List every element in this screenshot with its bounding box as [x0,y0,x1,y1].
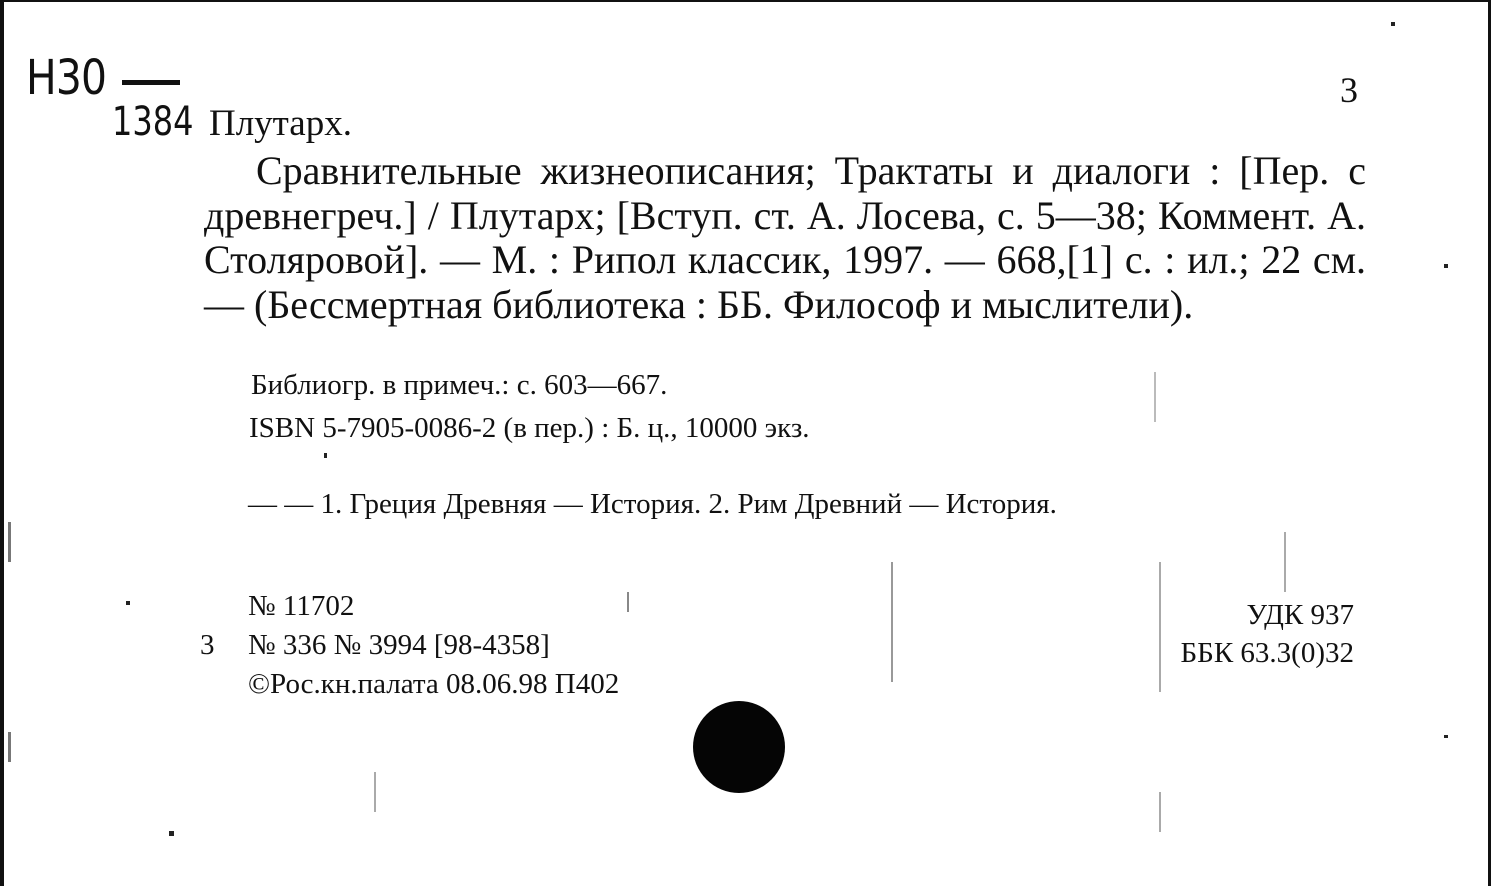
scan-speck [1444,264,1448,268]
scan-line [891,562,893,682]
shelf-mark-number: 1384 [112,99,194,145]
bibliography-note: Библиогр. в примеч.: с. 603—667. [251,369,668,401]
subject-headings: — — 1. Греция Древняя — История. 2. Рим Древний — История. [248,488,1057,520]
scan-line [627,592,629,612]
copy-count: 3 [200,629,215,661]
scan-line [8,732,11,762]
scan-line [8,522,11,562]
shelf-mark-divider [122,80,180,85]
scan-line [1154,372,1156,422]
author-heading: Плутарх. [209,103,352,144]
punch-hole [693,701,785,793]
bbk-code: ББК 63.3(0)32 [1180,637,1354,669]
scan-line [1159,562,1161,692]
scan-speck [324,453,327,458]
scan-speck [1391,22,1395,26]
scan-speck [1444,735,1448,738]
scan-line [1159,792,1161,832]
record-number: № 11702 [248,590,355,622]
udk-code: УДК 937 [1246,599,1354,631]
copyright-line: ©Рос.кн.палата 08.06.98 П402 [248,668,620,700]
page-number: 3 [1340,70,1358,110]
scan-line [374,772,376,812]
isbn-line: ISBN 5-7905-0086-2 (в пер.) : Б. ц., 10000 экз. [249,412,810,444]
bibliographic-description: Сравнительные жизнеописания; Трактаты и диалоги : [Пер. с древнегреч.] / Плутарх; [Вступ. ст. А. Лосева, с. 5—38; Коммент. А. Столяровой]. — М. : Рипол классик, 1997. — 668,[1] с. : ил.; 22 см. — (Бессмертная библиотека : ББ. Философ и мыслители). [204,148,1366,327]
numbers-line: № 336 № 3994 [98-4358] [248,629,550,661]
scan-line [1284,532,1286,592]
scan-speck [126,601,130,605]
scan-speck [169,831,174,836]
shelf-mark-code: Н30 [26,50,107,106]
